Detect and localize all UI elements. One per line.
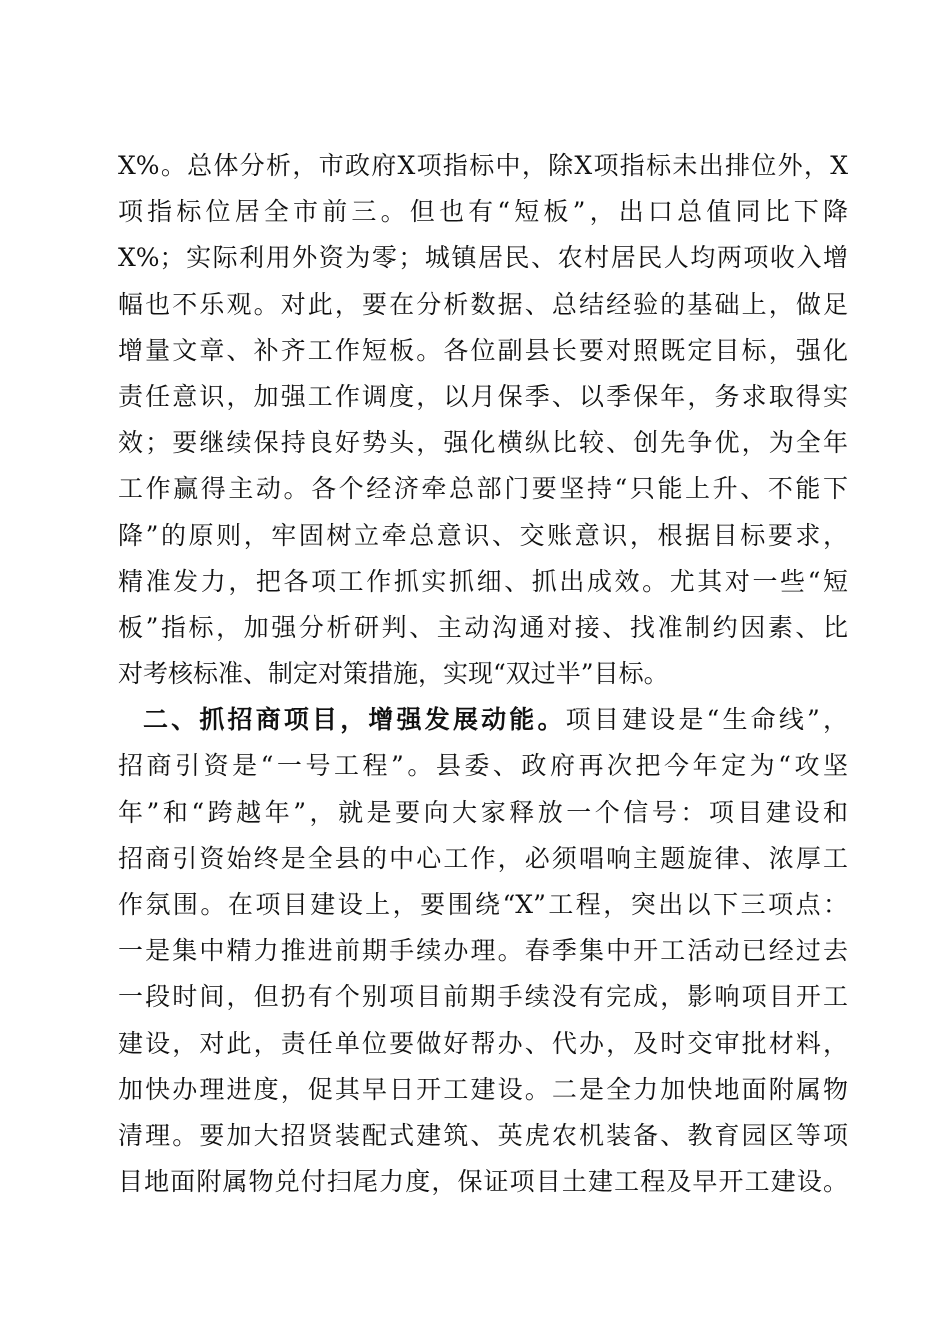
section-line: 年”和“跨越年”，就是要向大家释放一个信号：项目建设和 — [118, 797, 848, 827]
paragraph-line: 板”指标，加强分析研判、主动沟通对接、找准制约因素、比 — [118, 612, 848, 642]
section-first-line — [118, 697, 848, 743]
paragraph-line: 责任意识，加强工作调度，以月保季、以季保年，务求取得实 — [118, 381, 848, 411]
paragraph-line: 精准发力，把各项工作抓实抓细、抓出成效。尤其对一些“短 — [118, 566, 848, 596]
section-line: 一是集中精力推进前期手续办理。春季集中开工活动已经过去 — [118, 936, 848, 966]
paragraph-line: 效；要继续保持良好势头，强化横纵比较、创先争优，为全年 — [118, 428, 848, 458]
section-heading: 二、抓招商项目，增强发展动能。 — [143, 705, 566, 735]
paragraph-line: 工作赢得主动。各个经济牵总部门要坚持“只能上升、不能下 — [118, 474, 848, 504]
section-line: 清理。要加大招贤装配式建筑、英虎农机装备、教育园区等项 — [118, 1120, 848, 1150]
paragraph-line: 降”的原则，牢固树立牵总意识、交账意识，根据目标要求， — [118, 520, 848, 550]
paragraph-line: 幅也不乐观。对此，要在分析数据、总结经验的基础上，做足 — [118, 289, 848, 319]
section-line: 招商引资始终是全县的中心工作，必须唱响主题旋律、浓厚工 — [118, 843, 848, 873]
section-first-line-text: 项目建设是“生命线”， — [565, 705, 848, 735]
section-line: 一段时间，但扔有个别项目前期手续没有完成，影响项目开工 — [118, 982, 848, 1012]
paragraph-line: 对考核标准、制定对策措施，实现“双过半”目标。 — [118, 659, 669, 689]
paragraph-line: 项指标位居全市前三。但也有“短板”，出口总值同比下降 — [118, 197, 848, 227]
section-line: 建设，对此，责任单位要做好帮办、代办，及时交审批材料， — [118, 1028, 848, 1058]
paragraph-line: 增量文章、补齐工作短板。各位副县长要对照既定目标，强化 — [118, 335, 848, 365]
paragraph-line: X%；实际利用外资为零；城镇居民、农村居民人均两项收入增 — [118, 243, 848, 273]
paragraph-line: X%。总体分析，市政府X项指标中，除X项指标未出排位外，X — [118, 151, 848, 180]
section-line: 招商引资是“一号工程”。县委、政府再次把今年定为“攻坚 — [118, 751, 848, 781]
section-line: 作氛围。在项目建设上，要围绕“X”工程，突出以下三项点： — [118, 890, 848, 919]
section-line: 加快办理进度，促其早日开工建设。二是全力加快地面附属物 — [118, 1074, 848, 1104]
document-body — [118, 143, 848, 1205]
section-line: 目地面附属物兑付扫尾力度，保证项目土建工程及早开工建设。 — [118, 1167, 848, 1197]
